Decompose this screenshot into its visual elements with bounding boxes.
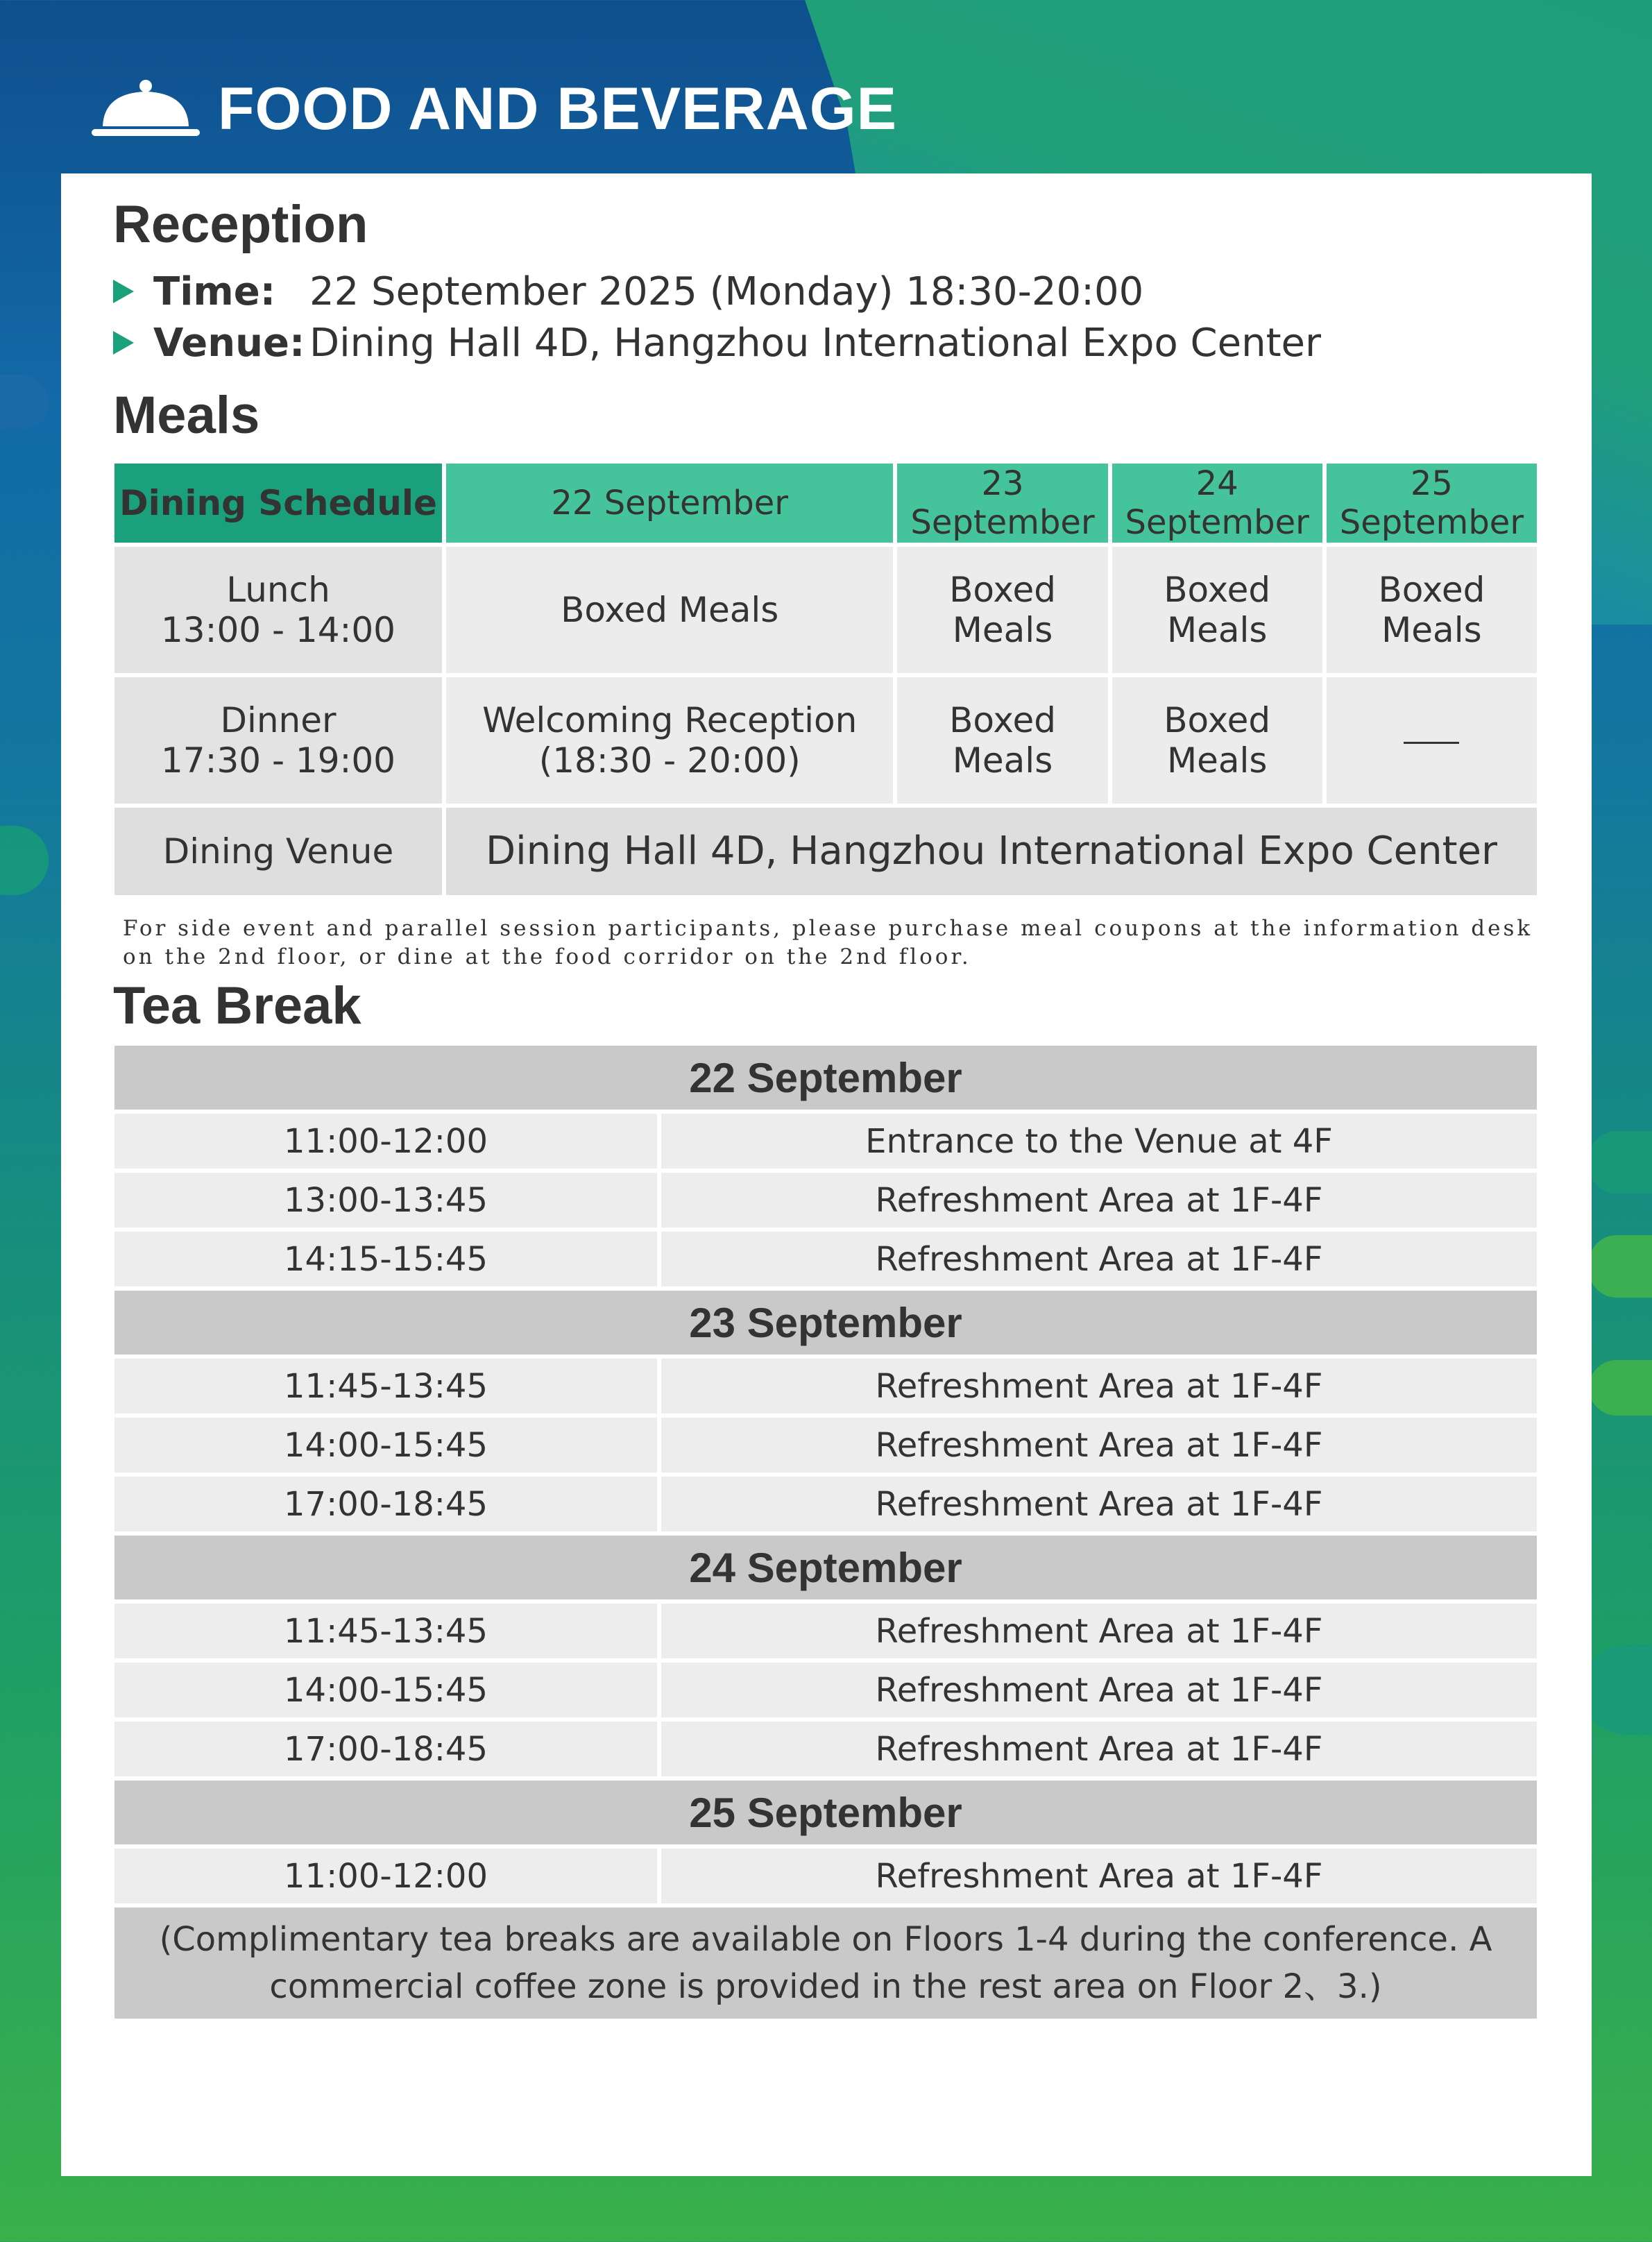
table-cell: Boxed Meals	[897, 547, 1107, 673]
meal-name: Lunch	[226, 570, 330, 610]
column-header: 25 September	[1327, 464, 1537, 543]
slot-place: Entrance to the Venue at 4F	[661, 1114, 1537, 1169]
day-label: 25 September	[114, 1781, 1537, 1844]
meal-name: Dinner	[220, 700, 337, 740]
slot-place: Refreshment Area at 1F-4F	[661, 1477, 1537, 1531]
reception-time-row	[113, 266, 1542, 317]
slot-time: 11:00-12:00	[114, 1849, 657, 1903]
page-header	[90, 69, 897, 149]
footnote-row	[114, 1908, 1537, 2019]
background-shape	[1589, 1235, 1652, 1298]
background-shape	[1582, 1645, 1652, 1735]
reception-heading: Reception	[113, 195, 368, 254]
slot-time: 11:45-13:45	[114, 1604, 657, 1658]
background-shape	[0, 826, 49, 895]
meals-row-lunch	[114, 547, 1537, 673]
background-shape	[1589, 1131, 1652, 1194]
table-row	[114, 1663, 1537, 1717]
slot-time: 17:00-18:45	[114, 1722, 657, 1776]
slot-place: Refreshment Area at 1F-4F	[661, 1722, 1537, 1776]
slot-place: Refreshment Area at 1F-4F	[661, 1359, 1537, 1413]
bullet-triangle-icon	[113, 280, 134, 303]
meal-time: 17:30 - 19:00	[160, 740, 395, 781]
table-cell: Boxed Meals	[897, 677, 1107, 804]
content-card	[61, 173, 1592, 2176]
slot-time: 11:00-12:00	[114, 1114, 657, 1169]
table-row	[114, 1849, 1537, 1903]
row-header	[114, 677, 442, 804]
venue-label: Venue:	[153, 320, 305, 366]
day-label: 24 September	[114, 1536, 1537, 1599]
table-cell: Boxed Meals	[1112, 677, 1322, 804]
table-row	[114, 1722, 1537, 1776]
meal-time: 13:00 - 14:00	[160, 610, 395, 650]
day-label: 22 September	[114, 1046, 1537, 1110]
reception-venue-row	[113, 317, 1542, 368]
background-shape	[1589, 1360, 1652, 1416]
column-header: Dining Schedule	[114, 464, 442, 543]
slot-time: 13:00-13:45	[114, 1173, 657, 1228]
cloche-icon	[90, 78, 201, 142]
meals-note: For side event and parallel session participants, please purchase meal coupons at the information desk on the 2nd floor, or dine at the food corridor on the 2nd floor.	[123, 916, 1533, 969]
venue-value: Dining Hall 4D, Hangzhou International Expo Center	[309, 320, 1321, 366]
slot-time: 14:00-15:45	[114, 1663, 657, 1717]
slot-place: Refreshment Area at 1F-4F	[661, 1232, 1537, 1286]
slot-place: Refreshment Area at 1F-4F	[661, 1418, 1537, 1472]
tea-break-table	[110, 1042, 1541, 2023]
dining-venue-value: Dining Hall 4D, Hangzhou International Expo Center	[446, 808, 1537, 895]
slot-time: 14:00-15:45	[114, 1418, 657, 1472]
row-header: Dining Venue	[114, 808, 442, 895]
slot-time: 17:00-18:45	[114, 1477, 657, 1531]
slot-time: 14:15-15:45	[114, 1232, 657, 1286]
slot-time: 11:45-13:45	[114, 1359, 657, 1413]
time-label: Time:	[153, 269, 276, 314]
page-title: FOOD AND BEVERAGE	[218, 76, 897, 142]
table-row	[114, 1604, 1537, 1658]
tea-heading: Tea Break	[113, 976, 361, 1035]
slot-place: Refreshment Area at 1F-4F	[661, 1663, 1537, 1717]
time-value: 22 September 2025 (Monday) 18:30-20:00	[309, 269, 1144, 314]
table-row	[114, 1232, 1537, 1286]
row-header	[114, 547, 442, 673]
dash-icon	[1404, 742, 1459, 744]
table-cell: Welcoming Reception (18:30 - 20:00)	[446, 677, 893, 804]
table-row	[114, 1477, 1537, 1531]
day-row	[114, 1291, 1537, 1354]
meals-row-venue	[114, 808, 1537, 895]
column-header: 23 September	[897, 464, 1107, 543]
meals-header-row	[114, 464, 1537, 543]
table-row	[114, 1173, 1537, 1228]
table-cell: Boxed Meals	[446, 547, 893, 673]
meals-row-dinner	[114, 677, 1537, 804]
day-row	[114, 1536, 1537, 1599]
day-row	[114, 1781, 1537, 1844]
table-row	[114, 1114, 1537, 1169]
day-row	[114, 1046, 1537, 1110]
column-header: 24 September	[1112, 464, 1322, 543]
column-header: 22 September	[446, 464, 893, 543]
tea-footnote: (Complimentary tea breaks are available on Floors 1-4 during the conference. A commercial coffee zone is provided in the rest area on Floor 2、3.)	[114, 1908, 1537, 2019]
table-cell	[1327, 677, 1537, 804]
bullet-triangle-icon	[113, 331, 134, 355]
slot-place: Refreshment Area at 1F-4F	[661, 1173, 1537, 1228]
background-shape	[0, 375, 49, 430]
table-row	[114, 1418, 1537, 1472]
meals-table	[110, 459, 1541, 899]
slot-place: Refreshment Area at 1F-4F	[661, 1849, 1537, 1903]
day-label: 23 September	[114, 1291, 1537, 1354]
slot-place: Refreshment Area at 1F-4F	[661, 1604, 1537, 1658]
table-row	[114, 1359, 1537, 1413]
meals-heading: Meals	[113, 386, 260, 445]
table-cell: Boxed Meals	[1327, 547, 1537, 673]
table-cell: Boxed Meals	[1112, 547, 1322, 673]
